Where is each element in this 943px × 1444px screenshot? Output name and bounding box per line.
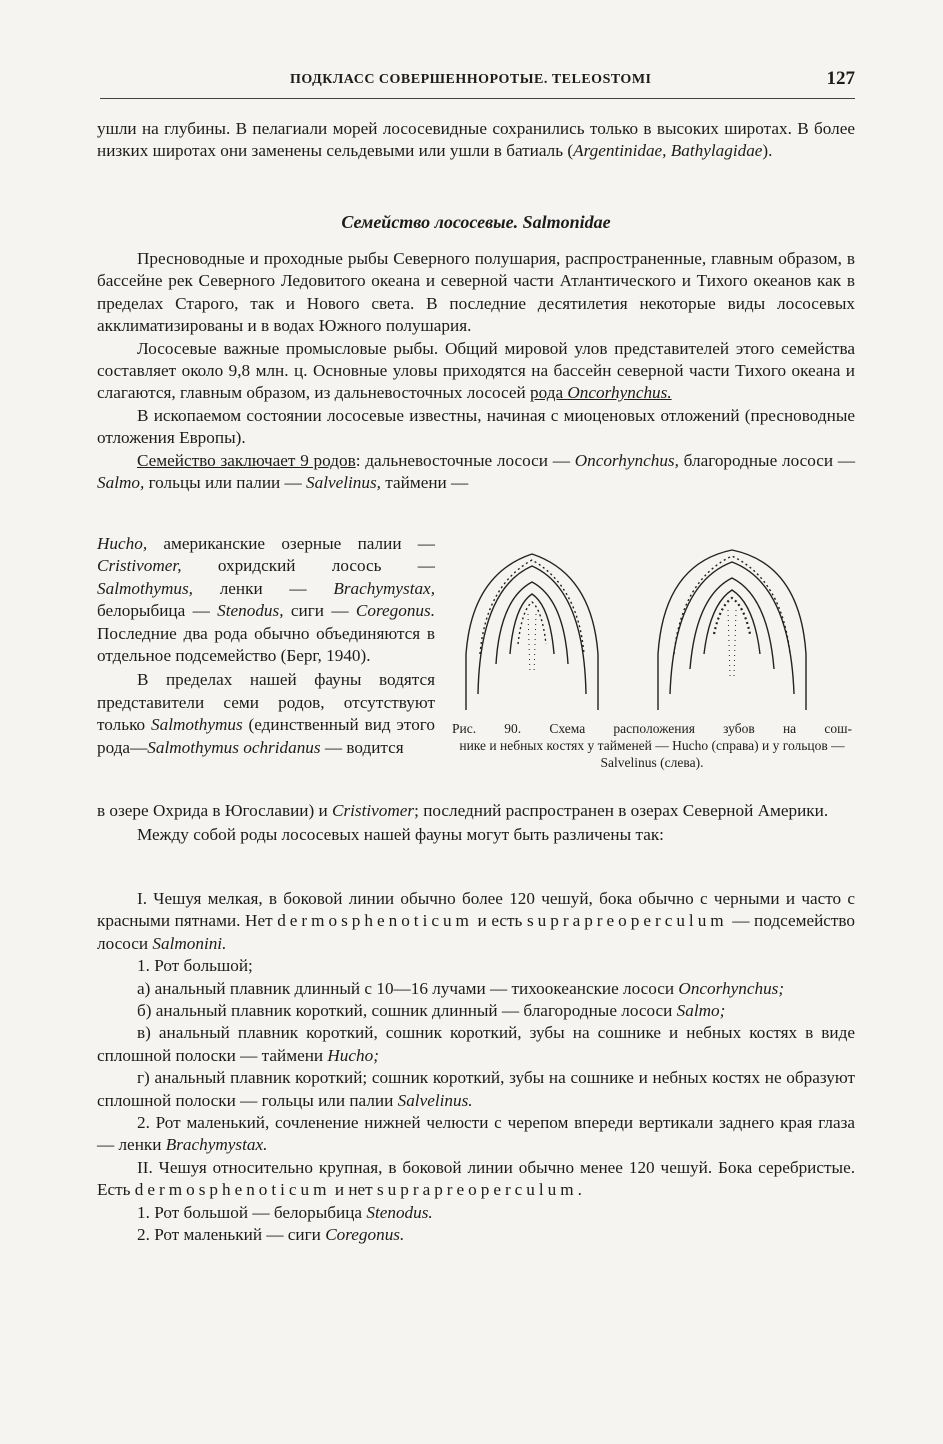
paragraph-fishery: Лососевые важные промысловые рыбы. Общий мировой улов представителей этого семейства составляет около 9,8 млн. ц. Основные уловы приходятся на бассейн северной части Тихого океана и слагаются, главным образом, из дальневосточных лососей рода Oncorhynchus. [97, 338, 855, 403]
key-item-II: II. Чешуя относительно крупная, в боковой линии обычно менее 120 чешуй. Бока серебристые. Есть dermosphenoticum и нет suprapreoperculum. [97, 1157, 855, 1200]
running-head-title: ПОДКЛАСС СОВЕРШЕННОРОТЫЕ. TELEOSTOMI [290, 72, 652, 87]
key-item-I-1: 1. Рот большой; [137, 956, 253, 976]
paragraph-genera-cont: Hucho, американские озерные палии — Cristivomer, охридский лосось — Salmothymus, ленки — Brachymystax, белорыбица — Stenodus, сиги — Coregonus. Последние два рода обычно объединяются в отдельное подсемейство (Берг, 1940). [97, 534, 435, 666]
right-jaw-hucho [658, 550, 806, 710]
key-item-II-1: 1. Рот большой — белорыбица Stenodus. [137, 1202, 433, 1222]
key-item-I-1b: б) анальный плавник короткий, сошник длинный — благородные лососи Salmo; [137, 1001, 726, 1021]
paragraph-key-intro: Между собой роды лососевых нашей фауны могут быть различены так: [137, 825, 664, 845]
figure-90-teeth-diagram [452, 544, 852, 714]
key-item-I: I. Чешуя мелкая, в боковой линии обычно более 120 чешуй, бока обычно с черными и часто с красными пятнами. Нет dermosphenoticum и есть suprapreoperculum — подсемейство лососи Salmonini. [97, 889, 856, 953]
caption-rest: нике и небных костях у тайменей — Hucho (справа) и у гольцов — Salvelinus (слева). [459, 738, 845, 770]
intro-end: ). [762, 141, 773, 161]
intro-paragraph [97, 118, 855, 163]
key-item-I-1a: а) анальный плавник длинный с 10—16 лучами — тихоокеанские лососи Oncorhynchus; [137, 978, 785, 998]
paragraph-fauna: В пределах нашей фауны водятся представители семи родов, отсутствуют только Salmothymus (единственный вид этого рода—Salmothymus ochridanus — водится [97, 670, 435, 757]
paragraph-fossil: В ископаемом состоянии лососевые известны, начиная с миоценовых отложений (пресноводные отложения Европы). [97, 405, 855, 448]
intro-families: Argentinidae, Bathylagidae [573, 141, 763, 161]
paragraph-genera: Семейство заключает 9 родов: дальневосточные лососи — Oncorhynchus, благородные лососи — Salmo, гольцы или палии — Salvelinus, таймени — [97, 450, 856, 493]
left-jaw-salvelinus [466, 554, 598, 710]
float-text-column [97, 533, 435, 759]
figure-caption [452, 720, 852, 771]
running-head [100, 68, 855, 99]
intro-text: ушли на глубины. В пелагиали морей лососевидные сохранились только в высоких широтах. В более низких широтах они заменены сельдевыми или ушли в батиаль ( [97, 119, 855, 161]
identification-key [97, 888, 855, 1247]
key-item-I-1d: г) анальный плавник короткий; сошник короткий, зубы на сошнике и небных костях не образуют сплошной полоски — гольцы или палии Salvelinus. [97, 1068, 855, 1110]
main-text [97, 248, 855, 494]
paragraph-distribution: Пресноводные и проходные рыбы Северного полушария, распространенные, главным образом, в бассейне рек Северного Ледовитого океана и северной части Атлантического и Тихого океанов как в пределах Старого, так и Нового света. В последние десятилетия некоторые виды лососевых акклиматизированы и в водах Южного полушария. [97, 249, 855, 336]
family-heading: Семейство лососевые. Salmonidae [341, 212, 611, 232]
page-number: 127 [826, 68, 855, 89]
key-item-I-1c: в) анальный плавник короткий, сошник короткий, зубы на сошнике и небных костях в виде сплошной полоски — таймени Hucho; [97, 1023, 855, 1065]
after-figure-text [97, 800, 855, 847]
key-item-II-2: 2. Рот маленький — сиги Coregonus. [137, 1225, 405, 1245]
caption-line-1: Рис. 90. Схема расположения зубов на сош- [452, 721, 852, 736]
paragraph-ohrid: в озере Охрида в Югославии) и Cristivomer; последний распространен в озерах Северной Америки. [97, 801, 829, 820]
key-item-I-2: 2. Рот маленький, сочленение нижней челюсти с черепом впереди вертикали заднего края глаза — ленки Brachymystax. [97, 1113, 855, 1155]
